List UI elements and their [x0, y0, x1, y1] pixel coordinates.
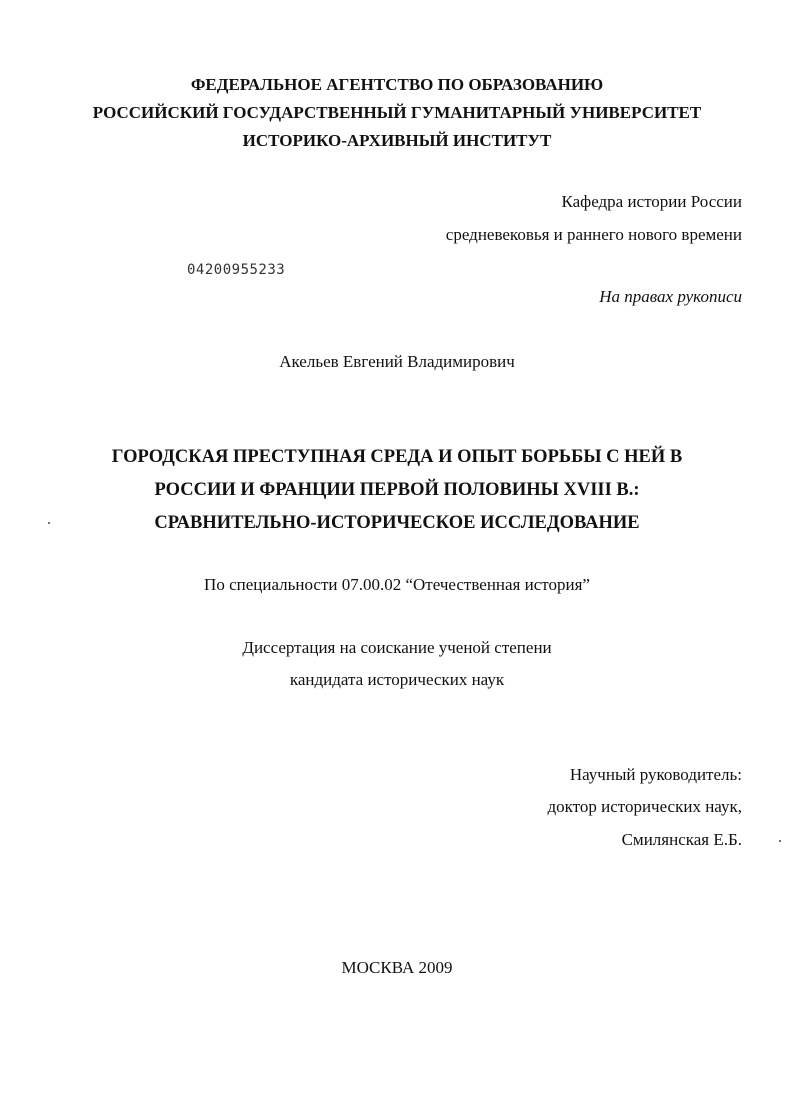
manuscript-note: На правах рукописи [599, 287, 742, 306]
institute-heading: ИСТОРИКО-АРХИВНЫЙ ИНСТИТУТ [242, 131, 552, 150]
university-heading: РОССИЙСКИЙ ГОСУДАРСТВЕННЫЙ ГУМАНИТАРНЫЙ УНИВЕРСИТЕТ [92, 103, 702, 122]
department-line-2: средневековья и раннего нового времени [445, 225, 742, 244]
degree-line-2: кандидата исторических наук [289, 670, 505, 689]
author-name: Акельев Евгений Владимирович [279, 352, 515, 371]
scan-speck [779, 840, 781, 842]
supervisor-name: Смилянская Е.Б. [621, 830, 742, 849]
city-year: МОСКВА 2009 [341, 958, 453, 977]
library-stamp-number: 04200955233 [187, 262, 286, 278]
agency-heading: ФЕДЕРАЛЬНОЕ АГЕНТСТВО ПО ОБРАЗОВАНИЮ [190, 75, 604, 94]
scan-speck [48, 522, 50, 524]
specialty-line: По специальности 07.00.02 “Отечественная история” [204, 575, 590, 594]
supervisor-degree: доктор исторических наук, [547, 797, 742, 816]
dissertation-title-line-1: ГОРОДСКАЯ ПРЕСТУПНАЯ СРЕДА И ОПЫТ БОРЬБЫ С НЕЙ В [111, 447, 683, 467]
dissertation-title-line-2: РОССИИ И ФРАНЦИИ ПЕРВОЙ ПОЛОВИНЫ XVIII В.: [154, 480, 640, 500]
dissertation-title-line-3: СРАВНИТЕЛЬНО-ИСТОРИЧЕСКОЕ ИССЛЕДОВАНИЕ [154, 513, 640, 533]
supervisor-label: Научный руководитель: [569, 765, 742, 784]
degree-line-1: Диссертация на соискание ученой степени [242, 638, 552, 657]
department-line-1: Кафедра истории России [561, 192, 742, 211]
